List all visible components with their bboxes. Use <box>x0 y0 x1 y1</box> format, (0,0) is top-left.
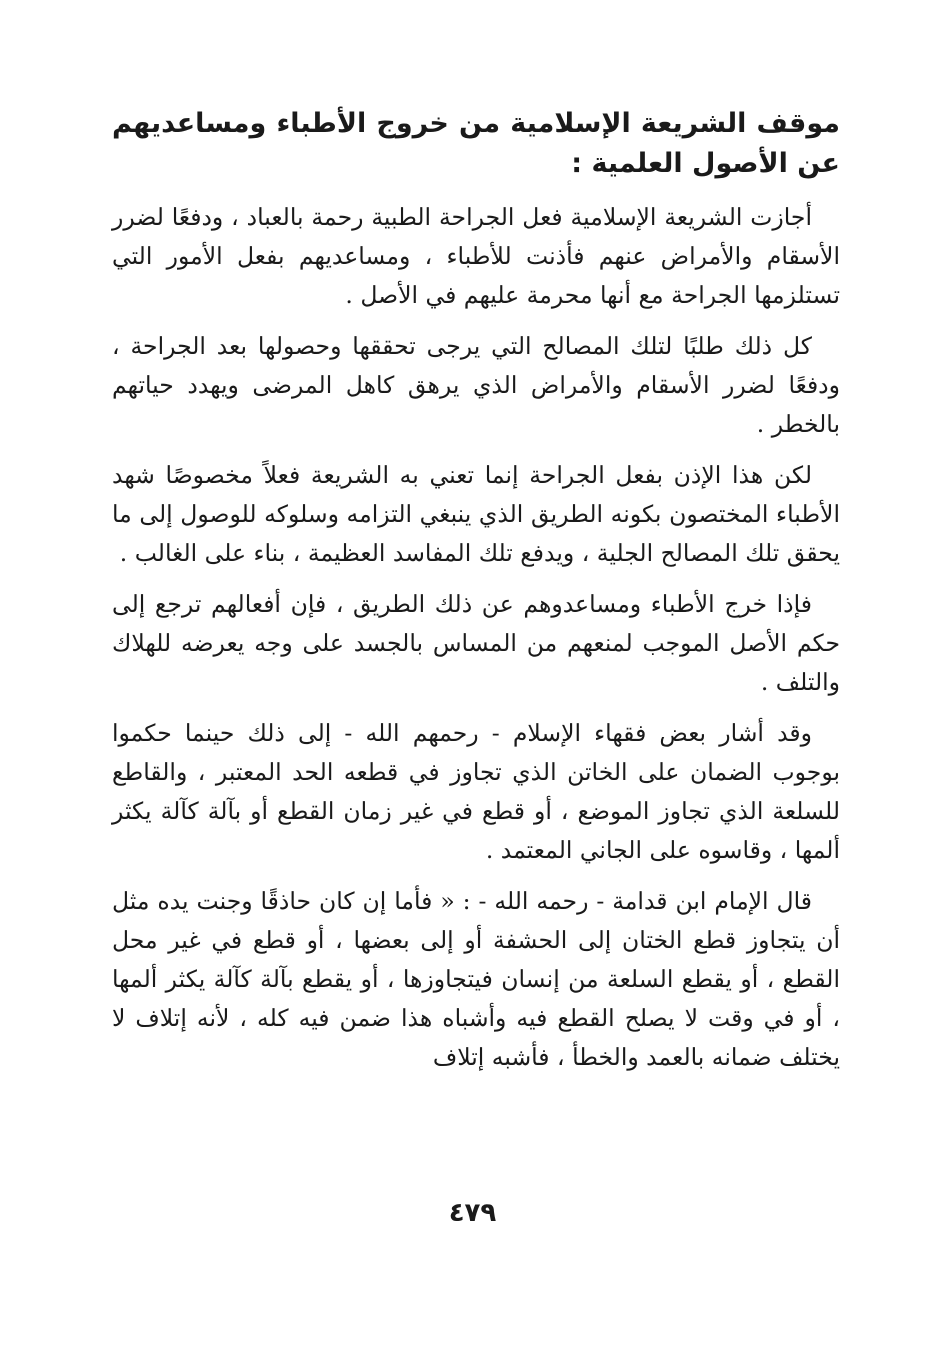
paragraph-4: فإذا خرج الأطباء ومساعدوهم عن ذلك الطريق ، فإن أفعالهم ترجع إلى حكم الأصل الموجب لمنعهم من المساس بالجسد على وجه يعرضه للهلاك والتلف . <box>112 590 840 696</box>
section-heading: موقف الشريعة الإسلامية من خروج الأطباء ومساعديهم عن الأصول العلمية : <box>112 108 840 179</box>
paragraph-3: لكن هذا الإذن بفعل الجراحة إنما تعني به الشريعة فعلاً مخصوصًا شهد الأطباء المختصون بكونه الطريق الذي ينبغي التزامه وسلوكه للوصول إلى ما يحقق تلك المصالح الجلية ، ويدفع تلك المفاسد العظيمة ، بناء على الغالب . <box>112 461 840 567</box>
paragraph-6: قال الإمام ابن قدامة - رحمه الله - : « فأما إن كان حاذقًا وجنت يده مثل أن يتجاوز قطع الختان إلى الحشفة أو إلى بعضها ، أو قطع في غير محل القطع ، أو يقطع السلعة من إنسان فيتجاوزها ، أو يقطع بآلة كآلة يكثر ألمها ، أو في وقت لا يصلح القطع فيه وأشباه هذا ضمن فيه كله ، لأنه إتلاف لا يختلف ضمانه بالعمد والخطأ ، فأشبه إتلاف <box>112 887 840 1071</box>
paragraph-5: وقد أشار بعض فقهاء الإسلام - رحمهم الله - إلى ذلك حينما حكموا بوجوب الضمان على الخاتن الذي تجاوز في قطعه الحد المعتبر ، والقاطع للسلعة الذي تجاوز الموضع ، أو قطع في غير زمان القطع أو بآلة كآلة يكثر ألمها ، وقاسوه على الجاني المعتمد . <box>112 719 840 864</box>
paragraph-1: أجازت الشريعة الإسلامية فعل الجراحة الطبية رحمة بالعباد ، ودفعًا لضرر الأسقام والأمراض عنهم فأذنت للأطباء ، ومساعديهم بفعل الأمور التي تستلزمها الجراحة مع أنها محرمة عليهم في الأصل . <box>112 203 840 309</box>
paragraph-2: كل ذلك طلبًا لتلك المصالح التي يرجى تحققها وحصولها بعد الجراحة ، ودفعًا لضرر الأسقام والأمراض الذي يرهق كاهل المرضى ويهدد حياتهم بالخطر . <box>112 332 840 438</box>
page-body <box>112 104 840 1244</box>
page-number: ٤٧٩ <box>448 1198 497 1228</box>
